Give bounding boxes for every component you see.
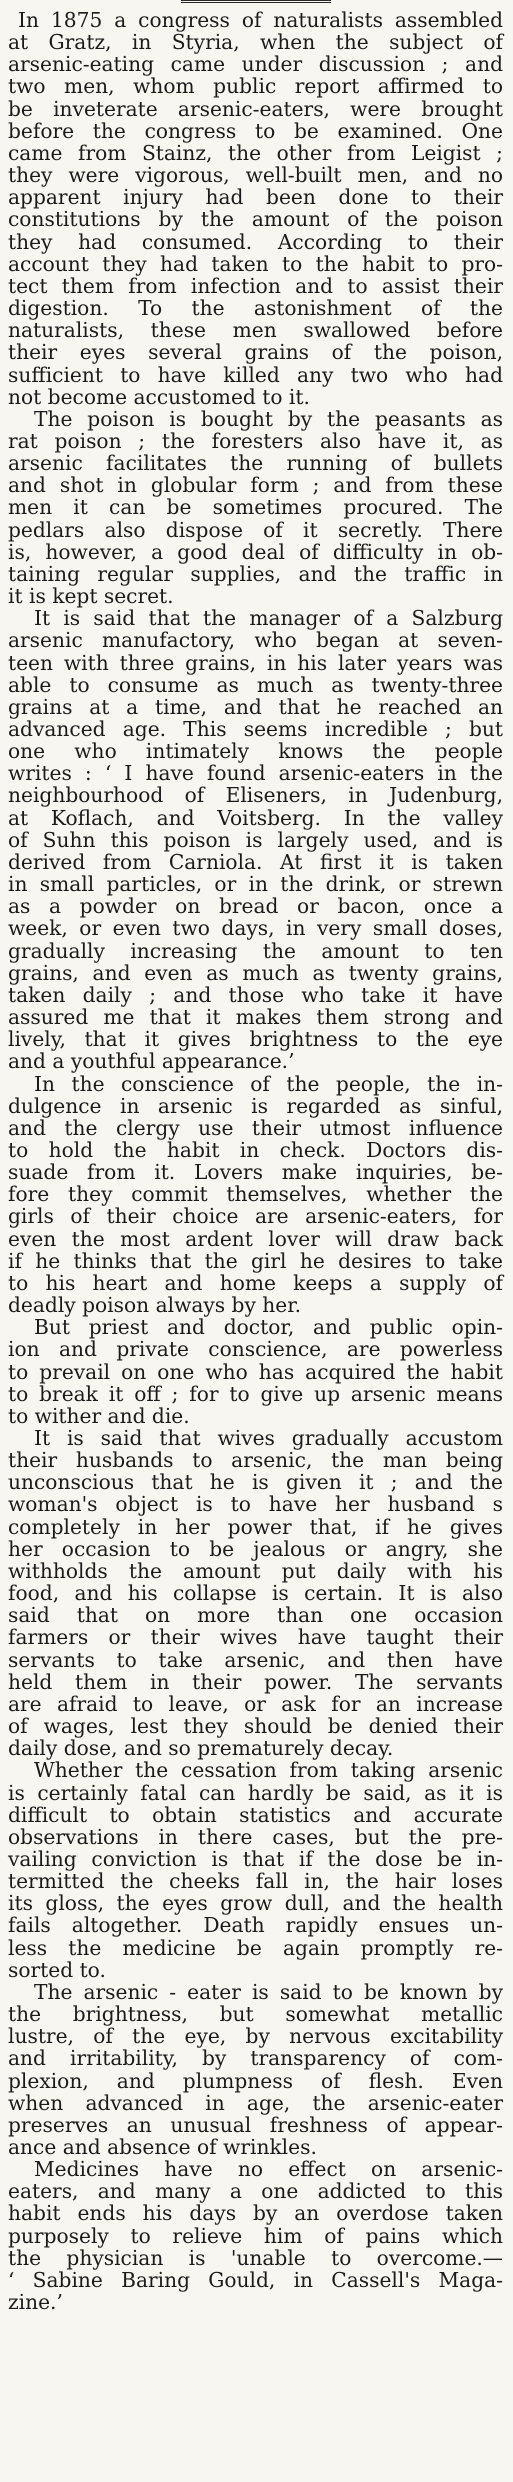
text-line: The poison is bought by the peasants as [34, 406, 503, 431]
text-line: their eyes several grains of the poison, [8, 340, 503, 365]
paragraph-5 [8, 1316, 503, 1427]
text-line: But priest and doctor, and public opin- [34, 1315, 503, 1340]
text-line: difficult to obtain statistics and accurate [8, 1802, 503, 1827]
text-line: they were vigorous, well-built men, and no [8, 163, 503, 188]
text-line: food, and his collapse is certain. It is also [8, 1581, 503, 1606]
column-rule [181, 0, 331, 3]
text-line: lively, that it gives brightness to the eye [8, 1027, 503, 1052]
text-line: preserves an unusual freshness of appear- [8, 2112, 503, 2137]
text-line: when advanced in age, the arsenic-eater [8, 2090, 503, 2115]
text-line: not become accustomed to it. [8, 384, 310, 409]
text-line: dulgence in arsenic is regarded as sinful, [8, 1093, 503, 1118]
paragraph-3 [8, 607, 503, 1072]
text-line: their husbands to arsenic, the man being [8, 1448, 503, 1473]
text-line: to prevail on one who has acquired the habit [8, 1359, 503, 1384]
text-line: of Suhn this poison is largely used, and is [8, 827, 503, 852]
text-line: came from Stainz, the other from Leigist ; [8, 140, 503, 165]
text-line: at Gratz, in Styria, when the subject of [8, 30, 503, 55]
text-line: girls of their choice are arsenic-eaters, for [8, 1204, 503, 1229]
text-line: teen with three grains, in his later years was [8, 650, 503, 675]
text-line: before the congress to be examined. One [8, 118, 503, 143]
text-line: able to consume as much as twenty-three [8, 672, 503, 697]
text-line: ance and absence of wrinkles. [8, 2135, 317, 2159]
text-line: Medicines have no effect on arsenic- [34, 2157, 503, 2182]
text-line: the physician is 'unable to overcome.— [8, 2245, 503, 2270]
text-line: writes : ‘ I have found arsenic-eaters in the [8, 761, 503, 786]
text-line: assured me that it makes them strong and [8, 1005, 503, 1030]
text-line: her occasion to be jealous or angry, she [8, 1536, 503, 1561]
text-line: advanced age. This seems incredible ; but [8, 717, 503, 741]
text-line: account they had taken to the habit to pro- [8, 251, 503, 276]
text-line: grains, and even as much as twenty grains, [8, 960, 503, 985]
text-line: ion and private conscience, are powerless [8, 1337, 503, 1362]
article-body [8, 7, 503, 2313]
text-line: purposely to relieve him of pains which [8, 2223, 503, 2248]
text-line: at Koflach, and Voitsberg. In the valley [8, 805, 503, 830]
text-line: gradually increasing the amount to ten [8, 938, 503, 963]
text-line: are afraid to leave, or ask for an increase [8, 1691, 503, 1716]
text-line: withholds the amount put daily with his [8, 1558, 503, 1583]
text-line: apparent injury had been done to their [8, 185, 503, 210]
text-line: Whether the cessation from taking arsenic [34, 1758, 503, 1783]
text-line: fails altogether. Death rapidly ensues un- [8, 1913, 503, 1938]
text-line: they had consumed. According to their [8, 229, 503, 254]
text-line: arsenic-eating came under discussion ; and [8, 52, 503, 77]
text-line: The arsenic - eater is said to be known by [34, 1979, 503, 2004]
text-line: and a youthful appearance.’ [8, 1049, 295, 1074]
paragraph-2 [8, 408, 503, 607]
text-line: farmers or their wives have taught their [8, 1625, 503, 1650]
paragraph-6 [8, 1427, 503, 1759]
text-line: to wither and die. [8, 1403, 190, 1428]
text-line: vailing conviction is that if the dose be in- [8, 1846, 503, 1871]
text-line: fore they commit themselves, whether the [8, 1182, 503, 1207]
text-line: men it can be sometimes procured. The [8, 495, 503, 520]
text-line: grains at a time, and that he reached an [8, 694, 503, 719]
text-line: tect them from infection and to assist their [8, 273, 503, 298]
text-line: less the medicine be again promptly re- [8, 1935, 503, 1960]
text-line: rat poison ; the foresters also have it, as [8, 428, 503, 453]
text-line: suade from it. Lovers make inquiries, be- [8, 1160, 503, 1185]
text-line: if he thinks that the girl he desires to take [8, 1248, 503, 1273]
text-line: In the conscience of the people, the in- [34, 1071, 503, 1096]
text-line: is certainly fatal can hardly be said, as it is [8, 1780, 503, 1805]
text-line: is, however, a good deal of difficulty in ob- [8, 539, 503, 564]
text-line: completely in her power that, if he gives [8, 1514, 503, 1539]
text-line: to his heart and home keeps a supply of [8, 1270, 503, 1295]
text-line: its gloss, the eyes grow dull, and the health [8, 1891, 503, 1916]
paragraph-9 [8, 2158, 503, 2313]
text-line: It is said that wives gradually accustom [34, 1426, 503, 1450]
text-line: to break it off ; for to give up arsenic means [8, 1381, 503, 1406]
text-line: said that on more than one occasion [8, 1603, 503, 1628]
text-line: unconscious that he is given it ; and the [8, 1470, 503, 1495]
text-line: as a powder on bread or bacon, once a [8, 894, 503, 919]
text-line: and the clergy use their utmost influence [8, 1115, 503, 1140]
text-line: and irritability, by transparency of com- [8, 2046, 503, 2071]
text-line: neighbourhood of Eliseners, in Judenburg, [8, 783, 503, 808]
text-line: arsenic facilitates the running of bullets [8, 451, 503, 476]
paragraph-4 [8, 1073, 503, 1317]
text-line: be inveterate arsenic-eaters, were brought [8, 96, 503, 121]
text-line: sorted to. [8, 1957, 106, 1982]
text-line: of wages, lest they should be denied their [8, 1714, 503, 1739]
text-line: zine.’ [8, 2290, 63, 2315]
text-line: in small particles, or in the drink, or strewn [8, 872, 503, 897]
paragraph-8 [8, 1981, 503, 2158]
text-line: woman's object is to have her husband s [8, 1492, 503, 1517]
text-line: arsenic manufactory, who began at seven- [8, 628, 503, 653]
text-line: held them in their power. The servants [8, 1669, 503, 1694]
paragraph-7 [8, 1759, 503, 1981]
text-line: week, or even two days, in very small doses, [8, 916, 503, 941]
text-line: constitutions by the amount of the poison [8, 207, 503, 232]
text-line: daily dose, and so prematurely decay. [8, 1736, 394, 1761]
text-line: digestion. To the astonishment of the [8, 296, 503, 321]
text-line: termitted the cheeks fall in, the hair loses [8, 1869, 503, 1894]
text-line: naturalists, these men swallowed before [8, 318, 503, 343]
paragraph-1 [8, 9, 503, 408]
text-line: plexion, and plumpness of flesh. Even [8, 2068, 503, 2093]
text-line: eaters, and many a one addicted to this [8, 2179, 503, 2204]
text-line: sufficient to have killed any two who had [8, 362, 503, 387]
text-line: and shot in globular form ; and from these [8, 473, 503, 498]
text-line: It is said that the manager of a Salzburg [34, 606, 503, 631]
text-line: taining regular supplies, and the traffic in [8, 561, 503, 586]
text-line: taken daily ; and those who take it have [8, 982, 503, 1007]
text-line: pedlars also dispose of it secretly. There [8, 517, 503, 542]
text-line: lustre, of the eye, by nervous excitability [8, 2024, 503, 2049]
text-line: even the most ardent lover will draw back [8, 1226, 503, 1251]
text-line: to hold the habit in check. Doctors dis- [8, 1137, 503, 1162]
text-line: derived from Carniola. At first it is taken [8, 849, 503, 874]
text-line: In 1875 a congress of naturalists assembled [18, 8, 503, 32]
text-line: it is kept secret. [8, 584, 174, 609]
text-line: servants to take arsenic, and then have [8, 1647, 503, 1672]
text-line: observations in there cases, but the pre- [8, 1824, 503, 1849]
text-line: ‘ Sabine Baring Gould, in Cassell's Maga- [8, 2267, 503, 2292]
text-line: deadly poison always by her. [8, 1293, 302, 1318]
text-line: habit ends his days by an overdose taken [8, 2201, 503, 2226]
text-line: the brightness, but somewhat metallic [8, 2002, 503, 2027]
text-line: one who intimately knows the people [8, 739, 503, 764]
text-line: two men, whom public report affirmed to [8, 74, 503, 99]
